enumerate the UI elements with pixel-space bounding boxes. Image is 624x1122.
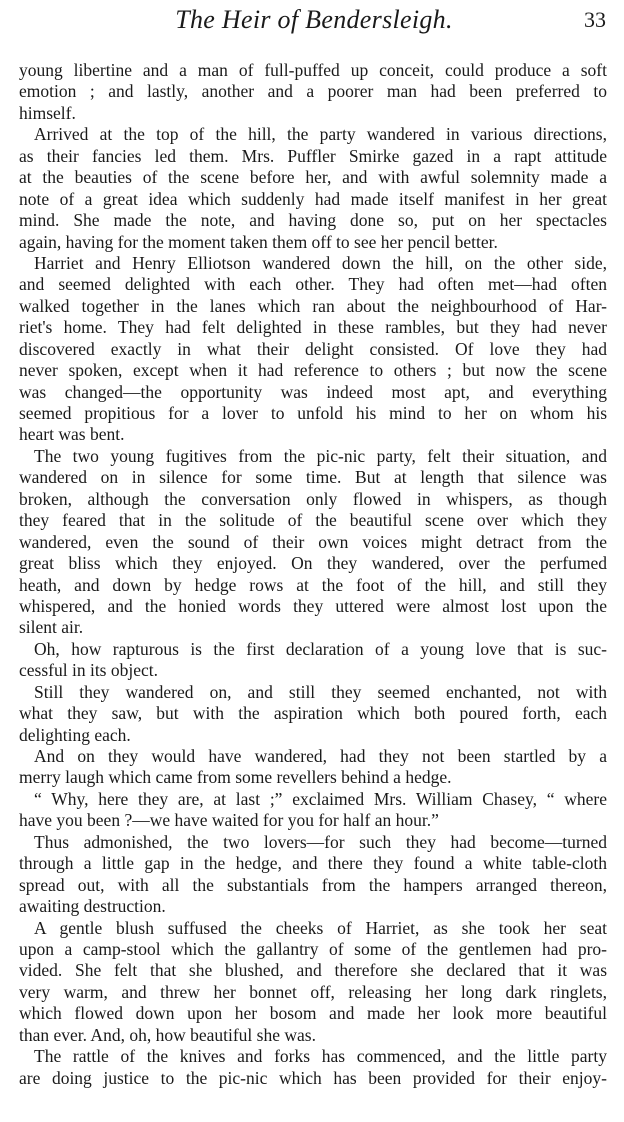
- text-line: walked together in the lanes which ran about the neighbourhood of Har-: [19, 295, 607, 316]
- text-line: Thus admonished, the two lovers—for such they had become—turned: [34, 831, 607, 852]
- text-line: was changed—the opportunity was indeed most apt, and everything: [19, 381, 607, 402]
- text-line: which flowed down upon her bosom and made her look more beautiful: [19, 1003, 607, 1024]
- text-line: Still they wandered on, and still they seemed enchanted, not with: [34, 681, 607, 702]
- text-line: cessful in its object.: [19, 660, 159, 681]
- text-line: heath, and down by hedge rows at the foot of the hill, and still they: [19, 574, 607, 595]
- text-line: what they saw, but with the aspiration which both poured forth, each: [19, 703, 607, 724]
- text-line: wandered on in silence for some time. But at length that silence was: [19, 467, 607, 488]
- text-line: silent air.: [19, 617, 84, 638]
- text-line: again, having for the moment taken them off to see her pencil better.: [19, 231, 498, 252]
- text-line: than ever. And, oh, how beautiful she was.: [19, 1024, 316, 1045]
- text-line: delighting each.: [19, 724, 131, 745]
- page-header: [18, 2, 610, 42]
- text-line: upon a camp-stool which the gallantry of some of the gentlemen had pro-: [19, 938, 607, 959]
- text-line: mind. She made the note, and having done so, put on her spectacles: [19, 210, 607, 231]
- text-line: young libertine and a man of full-puffed up conceit, could produce a soft: [19, 60, 607, 80]
- text-line: whispered, and the honied words they uttered were almost lost upon the: [19, 595, 607, 616]
- text-line: And on they would have wandered, had they not been startled by a: [34, 746, 607, 766]
- text-line: heart was bent.: [19, 424, 125, 445]
- text-line: Arrived at the top of the hill, the party wandered in various directions,: [34, 124, 607, 145]
- text-line: himself.: [19, 102, 76, 123]
- text-line: spread out, with all the substantials from the hampers arranged thereon,: [19, 874, 607, 895]
- text-line: seemed propitious for a lover to unfold his mind to her on whom his: [19, 403, 607, 423]
- text-line: discovered exactly in what their delight consisted. Of love they had: [19, 338, 607, 359]
- text-line: are doing justice to the pic-nic which has been provided for their enjoy-: [19, 1067, 607, 1088]
- text-line: The two young fugitives from the pic-nic party, felt their situation, and: [34, 445, 607, 466]
- text-line: broken, although the conversation only flowed in whispers, as though: [19, 488, 607, 509]
- text-line: The rattle of the knives and forks has commenced, and the little party: [34, 1046, 607, 1067]
- text-line: very warm, and threw her bonnet off, releasing her long dark ringlets,: [19, 981, 607, 1002]
- text-line: merry laugh which came from some revellers behind a hedge.: [19, 767, 452, 788]
- text-line: vided. She felt that she blushed, and therefore she declared that it was: [19, 960, 607, 981]
- text-line: they feared that in the solitude of the beautiful scene over which they: [19, 510, 607, 531]
- text-line: never spoken, except when it had reference to others ; but now the scene: [19, 360, 607, 381]
- body-text: [19, 60, 607, 1089]
- text-line: A gentle blush suffused the cheeks of Harriet, as she took her seat: [34, 917, 607, 938]
- text-line: Oh, how rapturous is the first declaration of a young love that is suc-: [34, 638, 607, 659]
- text-line: awaiting destruction.: [19, 896, 166, 917]
- page-number: 33: [584, 7, 606, 32]
- text-line: riet's home. They had felt delighted in these rambles, but they had never: [19, 317, 607, 338]
- text-line: “ Why, here they are, at last ;” exclaimed Mrs. William Chasey, “ where: [34, 788, 607, 809]
- text-line: at the beauties of the scene before her, and with awful solemnity made a: [19, 167, 607, 188]
- text-line: emotion ; and lastly, another and a poorer man had been preferred to: [19, 81, 607, 102]
- text-line: as their fancies led them. Mrs. Puffler Smirke gazed in a rapt attitude: [19, 145, 607, 166]
- running-title: The Heir of Bendersleigh.: [175, 5, 453, 34]
- text-line: note of a great idea which suddenly had made itself manifest in her great: [19, 188, 607, 209]
- text-line: and seemed delighted with each other. They had often met—had often: [19, 274, 607, 295]
- text-line: great bliss which they enjoyed. On they wandered, over the perfumed: [19, 553, 607, 574]
- text-line: have you been ?—we have waited for you for half an hour.”: [19, 810, 439, 831]
- text-line: wandered, even the sound of their own voices might detract from the: [19, 531, 607, 552]
- text-line: Harriet and Henry Elliotson wandered down the hill, on the other side,: [34, 252, 607, 273]
- text-line: through a little gap in the hedge, and there they found a white table-cloth: [19, 853, 607, 874]
